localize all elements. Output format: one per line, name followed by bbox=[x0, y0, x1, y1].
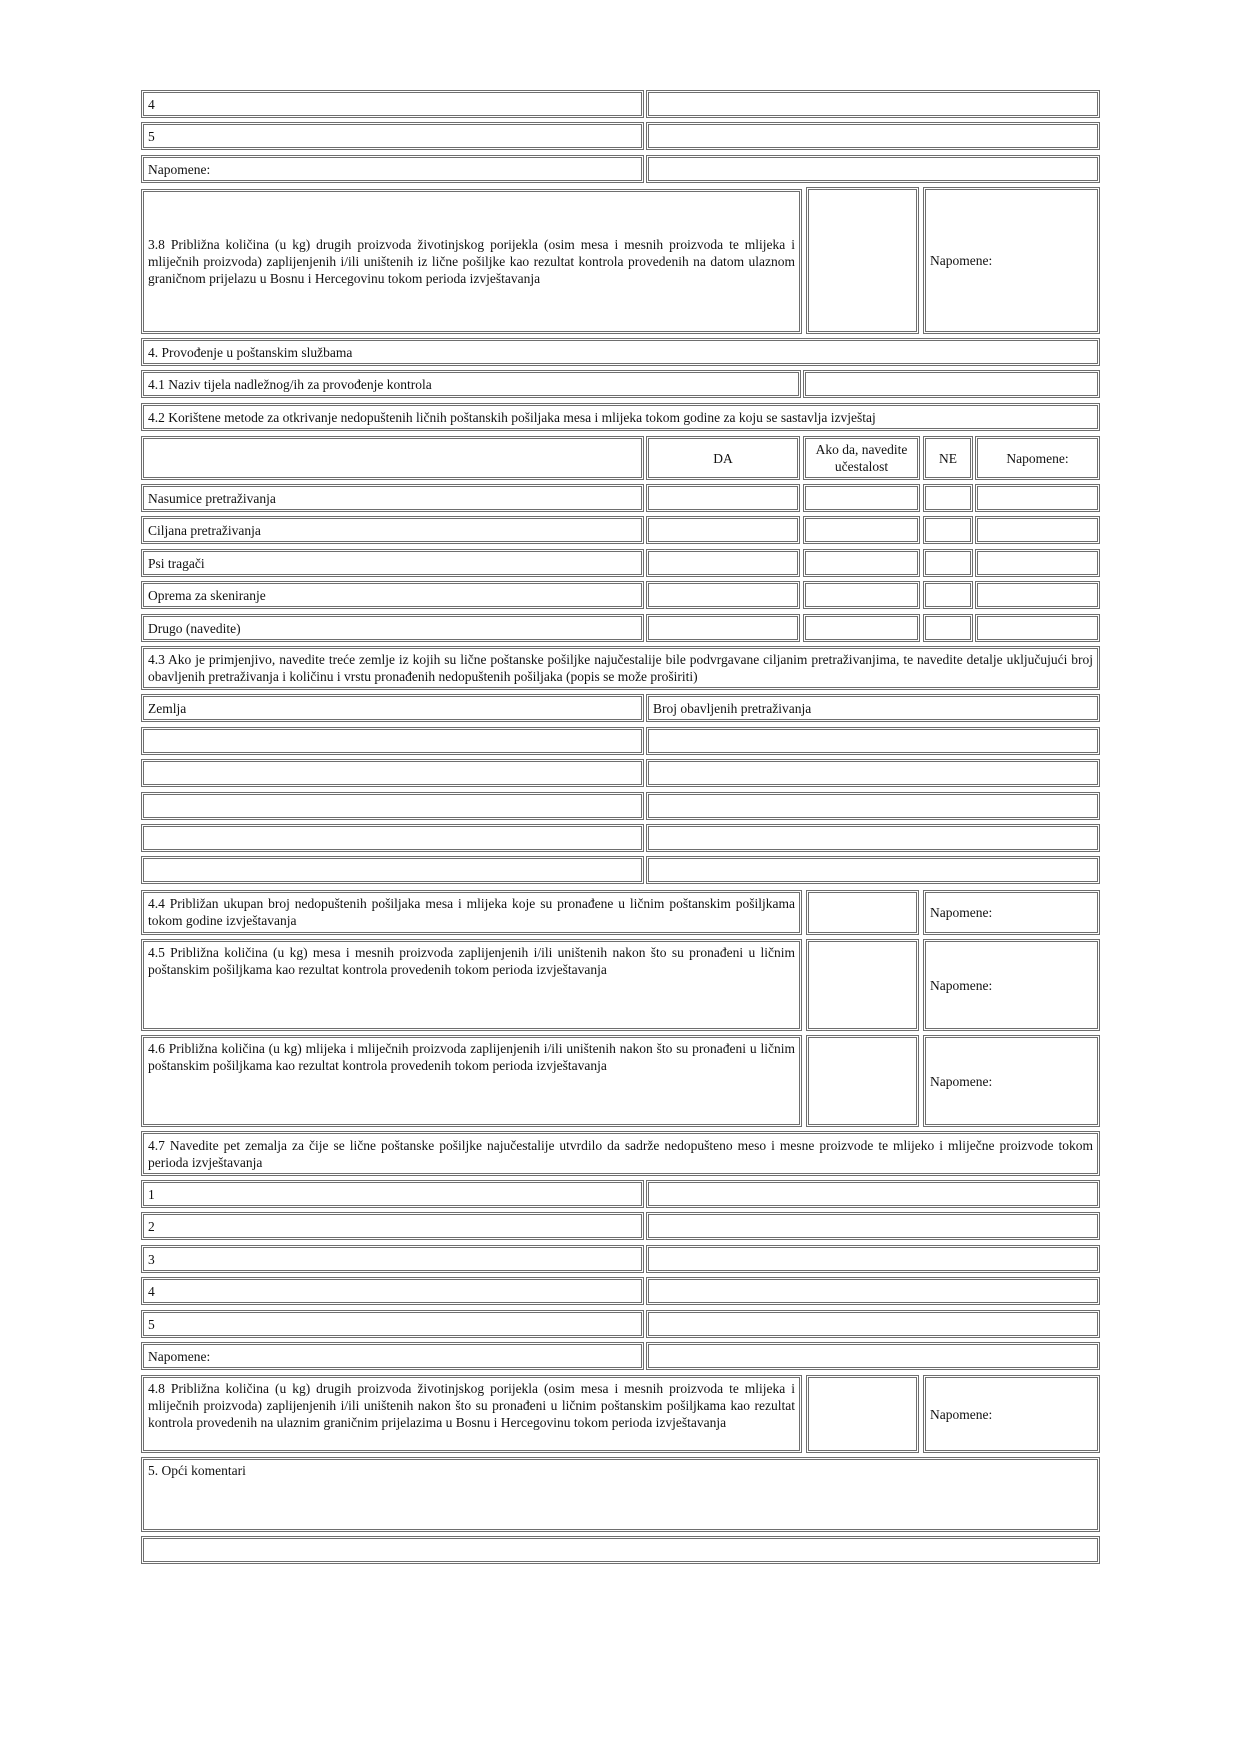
method-label: Drugo (navedite) bbox=[141, 614, 644, 642]
rank-label: 3 bbox=[141, 1245, 644, 1273]
rank-label: 4 bbox=[141, 1277, 644, 1305]
method-label: Nasumice pretraživanja bbox=[141, 484, 644, 512]
notes-label-top: Napomene: bbox=[141, 155, 644, 183]
notes-input-4-7[interactable] bbox=[646, 1342, 1100, 1370]
answer-4-4[interactable] bbox=[806, 890, 919, 935]
header-notes: Napomene: bbox=[975, 436, 1100, 480]
notes-3-8[interactable]: Napomene: bbox=[923, 187, 1100, 334]
searches-input[interactable] bbox=[646, 792, 1100, 820]
rank-4-label: 4 bbox=[141, 90, 644, 118]
country-input[interactable] bbox=[141, 824, 644, 852]
method-da[interactable] bbox=[646, 549, 800, 577]
country-input[interactable] bbox=[141, 759, 644, 787]
answer-4-1[interactable] bbox=[803, 370, 1100, 398]
header-frequency: Ako da, navedite učestalost bbox=[803, 436, 920, 480]
searches-input[interactable] bbox=[646, 824, 1100, 852]
question-3-8: 3.8 Približna količina (u kg) drugih proizvoda životinjskog porijekla (osim mesa i mesnih proizvoda te mlijeka i mliječnih proizvoda) zaplijenjenih i/ili uništenih iz lične pošiljke kao rezultat kontrola provedenih na datom ulaznom graničnom prijelazu u Bosnu i Hercegovinu tokom perioda izvještavanja bbox=[141, 189, 802, 334]
rank-label: 1 bbox=[141, 1180, 644, 1208]
question-4-1: 4.1 Naziv tijela nadležnog/ih za provođenje kontrola bbox=[141, 370, 801, 398]
method-da[interactable] bbox=[646, 614, 800, 642]
method-notes[interactable] bbox=[975, 614, 1100, 642]
rank-label: 2 bbox=[141, 1212, 644, 1240]
method-ne[interactable] bbox=[923, 484, 973, 512]
notes-4-8[interactable]: Napomene: bbox=[923, 1375, 1100, 1453]
rank-input[interactable] bbox=[646, 1180, 1100, 1208]
method-da[interactable] bbox=[646, 484, 800, 512]
notes-input-top[interactable] bbox=[646, 155, 1100, 183]
method-notes[interactable] bbox=[975, 581, 1100, 609]
country-input[interactable] bbox=[141, 792, 644, 820]
method-ne[interactable] bbox=[923, 549, 973, 577]
method-notes[interactable] bbox=[975, 549, 1100, 577]
searches-header: Broj obavljenih pretraživanja bbox=[646, 694, 1100, 722]
notes-4-4[interactable]: Napomene: bbox=[923, 890, 1100, 935]
method-da[interactable] bbox=[646, 581, 800, 609]
notes-4-6[interactable]: Napomene: bbox=[923, 1035, 1100, 1127]
searches-input[interactable] bbox=[646, 856, 1100, 884]
country-input[interactable] bbox=[141, 727, 644, 755]
method-frequency[interactable] bbox=[803, 581, 920, 609]
rank-5-label: 5 bbox=[141, 122, 644, 150]
methods-header-blank bbox=[141, 436, 644, 480]
rank-input[interactable] bbox=[646, 1212, 1100, 1240]
searches-input[interactable] bbox=[646, 759, 1100, 787]
method-label: Ciljana pretraživanja bbox=[141, 516, 644, 544]
answer-4-5[interactable] bbox=[806, 939, 919, 1031]
method-frequency[interactable] bbox=[803, 614, 920, 642]
section-4-title: 4. Provođenje u poštanskim službama bbox=[141, 338, 1100, 366]
question-4-3: 4.3 Ako je primjenjivo, navedite treće zemlje iz kojih su lične poštanske pošiljke najučestalije bile podvrgavane ciljanim pretraživanjima, te navedite detalje uključujući broj obavljenih pretraživanja i količinu i vrstu pronađenih nedopuštenih pošiljaka (popis se može proširiti) bbox=[141, 646, 1100, 690]
method-frequency[interactable] bbox=[803, 549, 920, 577]
question-4-7: 4.7 Navedite pet zemalja za čije se lične poštanske pošiljke najučestalije utvrdilo da sadrže nedopušteno meso i mesne proizvode te mlijeko i mliječne proizvode tokom perioda izvještavanja bbox=[141, 1131, 1100, 1176]
method-ne[interactable] bbox=[923, 614, 973, 642]
question-4-2: 4.2 Korištene metode za otkrivanje nedopuštenih ličnih poštanskih pošiljaka mesa i mlijeka tokom godine za koju se sastavlja izvještaj bbox=[141, 403, 1100, 431]
method-label: Psi tragači bbox=[141, 549, 644, 577]
method-label: Oprema za skeniranje bbox=[141, 581, 644, 609]
question-4-8: 4.8 Približna količina (u kg) drugih proizvoda životinjskog porijekla (osim mesa i mesnih proizvoda te mlijeka i mliječnih proizvoda) zaplijenjenih i/ili uništenih nakon što su pronađeni u ličnim poštanskim pošiljkama kao rezultat kontrola provedenih na ulaznim graničnim prijelazima u Bosnu i Hercegovinu tokom perioda izvještavanja bbox=[141, 1375, 802, 1453]
answer-4-6[interactable] bbox=[806, 1035, 919, 1127]
rank-input[interactable] bbox=[646, 1245, 1100, 1273]
rank-label: 5 bbox=[141, 1310, 644, 1338]
section-5-general-comments[interactable]: 5. Opći komentari bbox=[141, 1457, 1100, 1532]
country-input[interactable] bbox=[141, 856, 644, 884]
question-4-4: 4.4 Približan ukupan broj nedopuštenih pošiljaka mesa i mlijeka koje su pronađene u ličnim poštanskim pošiljkama tokom godine izvještavanja bbox=[141, 890, 802, 935]
method-ne[interactable] bbox=[923, 581, 973, 609]
rank-4-input[interactable] bbox=[646, 90, 1100, 118]
notes-label-4-7: Napomene: bbox=[141, 1342, 644, 1370]
method-notes[interactable] bbox=[975, 484, 1100, 512]
header-ne: NE bbox=[923, 436, 973, 480]
method-ne[interactable] bbox=[923, 516, 973, 544]
method-frequency[interactable] bbox=[803, 516, 920, 544]
answer-4-8[interactable] bbox=[806, 1375, 919, 1453]
searches-input[interactable] bbox=[646, 727, 1100, 755]
method-notes[interactable] bbox=[975, 516, 1100, 544]
rank-input[interactable] bbox=[646, 1277, 1100, 1305]
header-da: DA bbox=[646, 436, 800, 480]
question-4-6: 4.6 Približna količina (u kg) mlijeka i mliječnih proizvoda zaplijenjenih i/ili uništenih nakon što su pronađeni u ličnim poštanskim pošiljkama kao rezultat kontrola provedenih tokom perioda izvještavanja bbox=[141, 1035, 802, 1127]
rank-5-input[interactable] bbox=[646, 122, 1100, 150]
notes-4-5[interactable]: Napomene: bbox=[923, 939, 1100, 1031]
method-frequency[interactable] bbox=[803, 484, 920, 512]
comments-input[interactable] bbox=[141, 1536, 1100, 1564]
rank-input[interactable] bbox=[646, 1310, 1100, 1338]
question-4-5: 4.5 Približna količina (u kg) mesa i mesnih proizvoda zaplijenjenih i/ili uništenih nakon što su pronađeni u ličnim poštanskim pošiljkama kao rezultat kontrola provedenih tokom perioda izvještavanja bbox=[141, 939, 802, 1031]
country-header: Zemlja bbox=[141, 694, 644, 722]
method-da[interactable] bbox=[646, 516, 800, 544]
answer-3-8[interactable] bbox=[806, 187, 919, 334]
